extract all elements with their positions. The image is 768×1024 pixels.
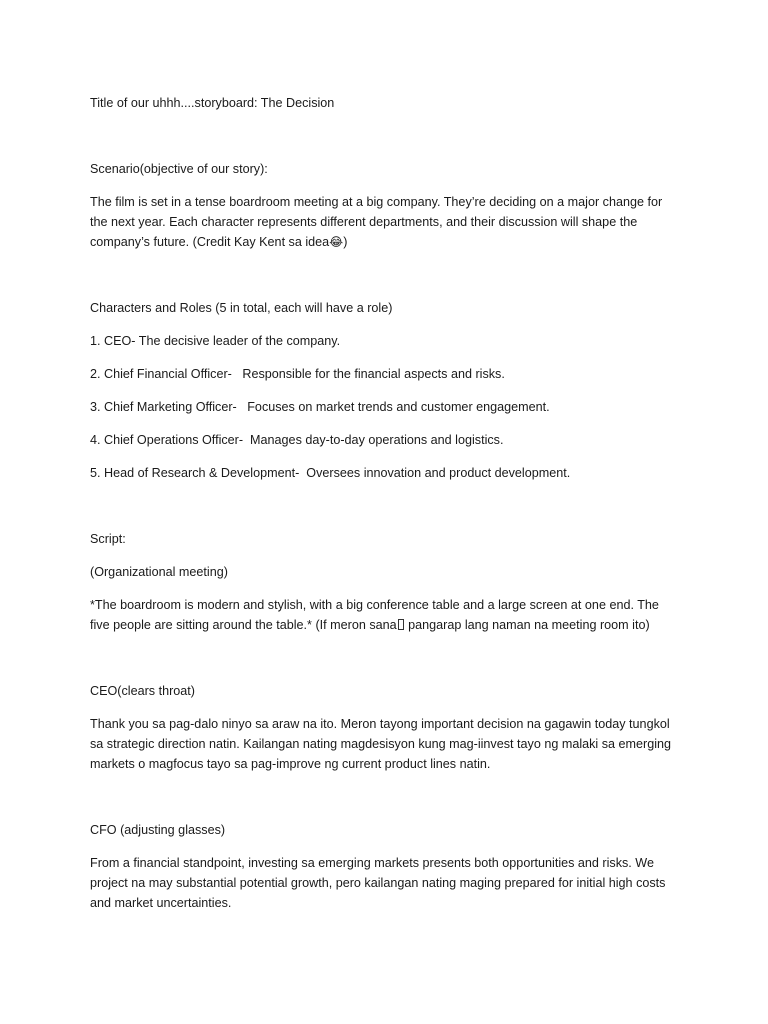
- ceo-dialogue: Thank you sa pag-dalo ninyo sa araw na ito. Meron tayong important decision na gagawin today tungkol sa strategic direction natin. Kailangan nating magdesisyon kung mag-iinvest tayo ng malaki sa emerging markets o magfocus tayo sa pag-improve ng current product lines natin.: [90, 717, 675, 771]
- ceo-cue: CEO(clears throat): [90, 684, 195, 698]
- scenario-text-end: ): [343, 235, 348, 249]
- character-item-cmo: 3. Chief Marketing Officer- Focuses on market trends and customer engagement.: [90, 400, 550, 414]
- scenario-text: The film is set in a tense boardroom meeting at a big company. They’re deciding on a major change for the next year. Each character represents different departments, and their discussion will shape the company’s future. (Credit Kay Kent sa idea: [90, 195, 666, 249]
- script-subheading: (Organizational meeting): [90, 565, 228, 579]
- scenario-paragraph: [90, 192, 680, 252]
- missing-glyph-icon: [398, 619, 404, 630]
- character-item-rnd: 5. Head of Research & Development- Oversees innovation and product development.: [90, 466, 571, 480]
- characters-heading: Characters and Roles (5 in total, each will have a role): [90, 301, 393, 315]
- script-heading: Script:: [90, 532, 126, 546]
- scenario-heading: Scenario(objective of our story):: [90, 162, 268, 176]
- stage-direction-text: *The boardroom is modern and stylish, with a big conference table and a large screen at one end. The five people are sitting around the table.* (If meron sana: [90, 598, 663, 632]
- character-item-coo: 4. Chief Operations Officer- Manages day-to-day operations and logistics.: [90, 433, 504, 447]
- title-line: Title of our uhhh....storyboard: The Decision: [90, 96, 335, 110]
- stage-direction-text-end: pangarap lang naman na meeting room ito): [404, 618, 650, 632]
- character-item-ceo: 1. CEO- The decisive leader of the company.: [90, 334, 341, 348]
- laughing-emoji-icon: 😂: [329, 235, 344, 249]
- character-item-cfo: 2. Chief Financial Officer- Responsible for the financial aspects and risks.: [90, 367, 505, 381]
- document-body: [90, 93, 680, 913]
- stage-direction: [90, 595, 680, 635]
- cfo-cue: CFO (adjusting glasses): [90, 823, 226, 837]
- cfo-dialogue: From a financial standpoint, investing sa emerging markets presents both opportunities and risks. We project na may substantial potential growth, pero kailangan nating maging prepared for initial high costs and market uncertainties.: [90, 856, 669, 910]
